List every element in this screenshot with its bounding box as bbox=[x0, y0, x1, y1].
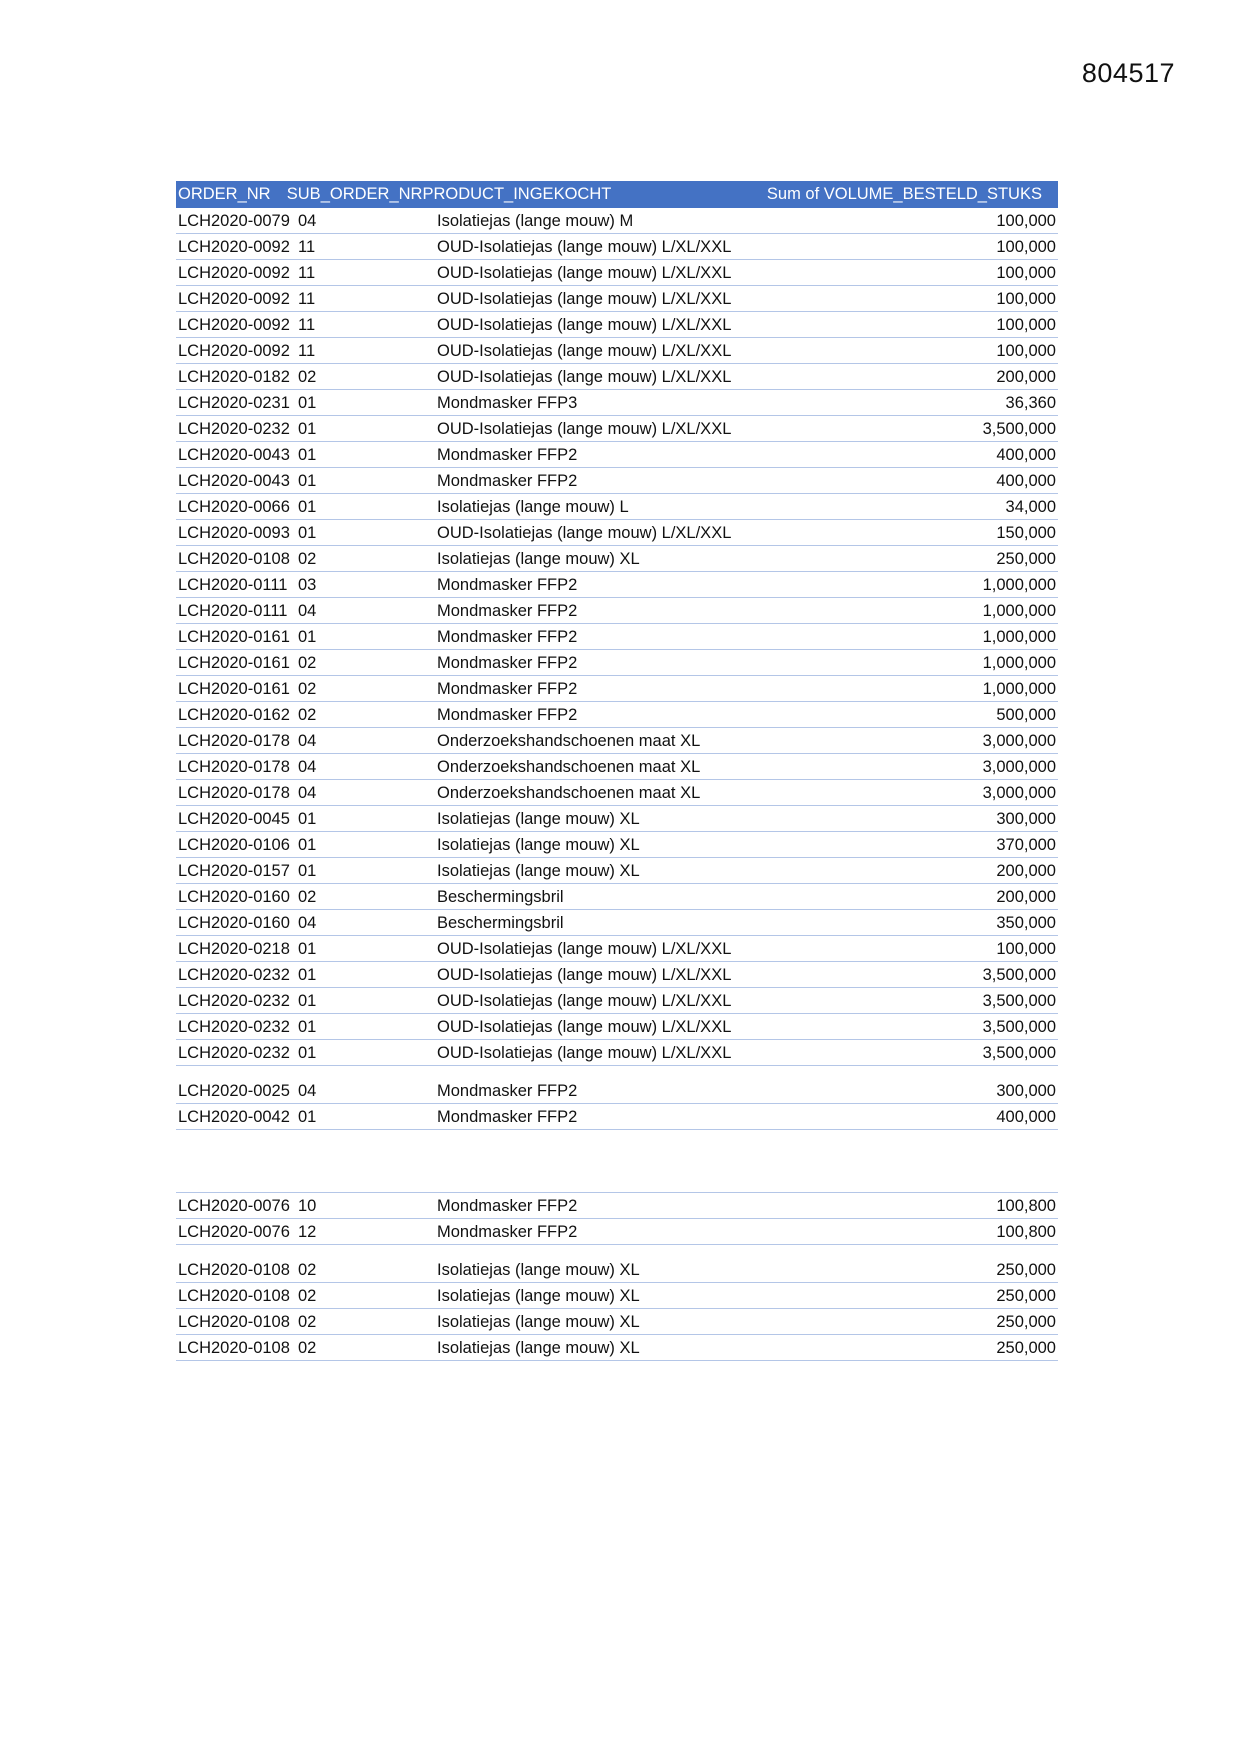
cell-order-nr: LCH2020-0079 bbox=[178, 212, 290, 230]
table-row bbox=[176, 286, 1058, 312]
cell-order-nr: LCH2020-0093 bbox=[178, 524, 290, 542]
cell-order-nr: LCH2020-0106 bbox=[178, 836, 290, 854]
cell-sub-order-nr: 01 bbox=[298, 810, 317, 828]
cell-volume: 200,000 bbox=[996, 862, 1056, 880]
table-row bbox=[176, 832, 1058, 858]
header-sub-order-nr: SUB_ORDER_NR bbox=[286, 185, 423, 203]
cell-volume: 100,000 bbox=[996, 290, 1056, 308]
cell-product: Mondmasker FFP2 bbox=[437, 1108, 578, 1126]
cell-order-nr: LCH2020-0160 bbox=[178, 914, 290, 932]
cell-order-nr: LCH2020-0157 bbox=[178, 862, 290, 880]
cell-order-nr: LCH2020-0043 bbox=[178, 446, 290, 464]
cell-sub-order-nr: 01 bbox=[298, 420, 317, 438]
table-row bbox=[176, 910, 1058, 936]
cell-product: OUD-Isolatiejas (lange mouw) L/XL/XXL bbox=[437, 524, 732, 542]
cell-product: Mondmasker FFP2 bbox=[437, 602, 578, 620]
cell-order-nr: LCH2020-0111 bbox=[178, 576, 288, 594]
table-row bbox=[176, 624, 1058, 650]
cell-order-nr: LCH2020-0108 bbox=[178, 550, 290, 568]
cell-order-nr: LCH2020-0178 bbox=[178, 758, 290, 776]
cell-sub-order-nr: 01 bbox=[298, 1044, 317, 1062]
cell-sub-order-nr: 04 bbox=[298, 784, 317, 802]
table-spacer bbox=[176, 1245, 1058, 1257]
cell-volume: 100,000 bbox=[996, 264, 1056, 282]
cell-order-nr: LCH2020-0108 bbox=[178, 1261, 290, 1279]
cell-product: Isolatiejas (lange mouw) XL bbox=[437, 1339, 640, 1357]
table-row bbox=[176, 806, 1058, 832]
cell-product: Isolatiejas (lange mouw) L bbox=[437, 498, 629, 516]
cell-sub-order-nr: 02 bbox=[298, 680, 317, 698]
cell-sub-order-nr: 04 bbox=[298, 212, 317, 230]
cell-product: Isolatiejas (lange mouw) M bbox=[437, 212, 634, 230]
cell-order-nr: LCH2020-0160 bbox=[178, 888, 290, 906]
cell-product: Mondmasker FFP2 bbox=[437, 680, 578, 698]
cell-order-nr: LCH2020-0182 bbox=[178, 368, 290, 386]
cell-order-nr: LCH2020-0108 bbox=[178, 1287, 290, 1305]
cell-product: Mondmasker FFP2 bbox=[437, 576, 578, 594]
table-row bbox=[176, 234, 1058, 260]
table-row bbox=[176, 1257, 1058, 1283]
cell-sub-order-nr: 02 bbox=[298, 550, 317, 568]
cell-order-nr: LCH2020-0178 bbox=[178, 732, 290, 750]
cell-sub-order-nr: 02 bbox=[298, 888, 317, 906]
cell-volume: 250,000 bbox=[996, 550, 1056, 568]
cell-volume: 1,000,000 bbox=[982, 576, 1056, 594]
cell-order-nr: LCH2020-0161 bbox=[178, 654, 290, 672]
cell-sub-order-nr: 01 bbox=[298, 1108, 317, 1126]
cell-order-nr: LCH2020-0066 bbox=[178, 498, 290, 516]
cell-product: Isolatiejas (lange mouw) XL bbox=[437, 810, 640, 828]
cell-volume: 350,000 bbox=[996, 914, 1056, 932]
cell-sub-order-nr: 11 bbox=[298, 264, 316, 282]
cell-product: OUD-Isolatiejas (lange mouw) L/XL/XXL bbox=[437, 1044, 732, 1062]
cell-order-nr: LCH2020-0232 bbox=[178, 966, 290, 984]
cell-order-nr: LCH2020-0178 bbox=[178, 784, 290, 802]
cell-order-nr: LCH2020-0092 bbox=[178, 238, 290, 256]
cell-sub-order-nr: 04 bbox=[298, 914, 317, 932]
cell-volume: 3,500,000 bbox=[982, 1044, 1056, 1062]
cell-volume: 300,000 bbox=[996, 810, 1056, 828]
cell-sub-order-nr: 01 bbox=[298, 836, 317, 854]
cell-sub-order-nr: 04 bbox=[298, 758, 317, 776]
cell-volume: 3,500,000 bbox=[982, 966, 1056, 984]
table-row bbox=[176, 546, 1058, 572]
cell-volume: 3,500,000 bbox=[982, 992, 1056, 1010]
table-row bbox=[176, 390, 1058, 416]
cell-volume: 3,000,000 bbox=[982, 732, 1056, 750]
cell-sub-order-nr: 04 bbox=[298, 1082, 317, 1100]
cell-volume: 1,000,000 bbox=[982, 680, 1056, 698]
table-row bbox=[176, 988, 1058, 1014]
table-header bbox=[176, 181, 1058, 208]
cell-order-nr: LCH2020-0076 bbox=[178, 1223, 290, 1241]
cell-order-nr: LCH2020-0232 bbox=[178, 420, 290, 438]
table-row bbox=[176, 416, 1058, 442]
table-body bbox=[176, 208, 1058, 1361]
table-row bbox=[176, 572, 1058, 598]
table-spacer bbox=[176, 1066, 1058, 1078]
header-order-nr: ORDER_NR bbox=[178, 185, 271, 203]
table-row bbox=[176, 1219, 1058, 1245]
cell-sub-order-nr: 02 bbox=[298, 1313, 317, 1331]
cell-sub-order-nr: 02 bbox=[298, 706, 317, 724]
cell-volume: 3,000,000 bbox=[982, 758, 1056, 776]
cell-order-nr: LCH2020-0232 bbox=[178, 1018, 290, 1036]
table-row bbox=[176, 312, 1058, 338]
cell-volume: 3,500,000 bbox=[982, 420, 1056, 438]
cell-sub-order-nr: 02 bbox=[298, 654, 317, 672]
cell-product: Mondmasker FFP2 bbox=[437, 1082, 578, 1100]
cell-volume: 100,800 bbox=[996, 1223, 1056, 1241]
table-row bbox=[176, 520, 1058, 546]
cell-sub-order-nr: 11 bbox=[298, 342, 316, 360]
cell-volume: 100,800 bbox=[996, 1197, 1056, 1215]
cell-sub-order-nr: 12 bbox=[298, 1223, 317, 1241]
cell-sub-order-nr: 02 bbox=[298, 368, 317, 386]
cell-volume: 3,500,000 bbox=[982, 1018, 1056, 1036]
cell-product: Beschermingsbril bbox=[437, 914, 564, 932]
cell-product: OUD-Isolatiejas (lange mouw) L/XL/XXL bbox=[437, 420, 732, 438]
table-row bbox=[176, 1309, 1058, 1335]
cell-volume: 370,000 bbox=[996, 836, 1056, 854]
cell-product: Mondmasker FFP2 bbox=[437, 654, 578, 672]
cell-product: Isolatiejas (lange mouw) XL bbox=[437, 1313, 640, 1331]
cell-order-nr: LCH2020-0108 bbox=[178, 1313, 290, 1331]
cell-sub-order-nr: 11 bbox=[298, 238, 316, 256]
table-row bbox=[176, 468, 1058, 494]
table-row bbox=[176, 884, 1058, 910]
cell-product: OUD-Isolatiejas (lange mouw) L/XL/XXL bbox=[437, 316, 732, 334]
cell-sub-order-nr: 02 bbox=[298, 1261, 317, 1279]
table-row bbox=[176, 1014, 1058, 1040]
table-row bbox=[176, 754, 1058, 780]
cell-sub-order-nr: 01 bbox=[298, 628, 317, 646]
table-row bbox=[176, 1040, 1058, 1066]
cell-volume: 1,000,000 bbox=[982, 602, 1056, 620]
table-row bbox=[176, 598, 1058, 624]
cell-volume: 34,000 bbox=[1005, 498, 1056, 516]
cell-sub-order-nr: 04 bbox=[298, 602, 317, 620]
cell-product: Beschermingsbril bbox=[437, 888, 564, 906]
cell-order-nr: LCH2020-0045 bbox=[178, 810, 290, 828]
cell-sub-order-nr: 10 bbox=[298, 1197, 317, 1215]
cell-volume: 1,000,000 bbox=[982, 654, 1056, 672]
cell-order-nr: LCH2020-0232 bbox=[178, 1044, 290, 1062]
cell-volume: 250,000 bbox=[996, 1339, 1056, 1357]
table-row bbox=[176, 208, 1058, 234]
cell-product: Onderzoekshandschoenen maat XL bbox=[437, 732, 701, 750]
cell-volume: 300,000 bbox=[996, 1082, 1056, 1100]
cell-sub-order-nr: 03 bbox=[298, 576, 317, 594]
table-row bbox=[176, 676, 1058, 702]
cell-sub-order-nr: 02 bbox=[298, 1287, 317, 1305]
cell-volume: 250,000 bbox=[996, 1287, 1056, 1305]
cell-product: OUD-Isolatiejas (lange mouw) L/XL/XXL bbox=[437, 992, 732, 1010]
cell-volume: 100,000 bbox=[996, 238, 1056, 256]
cell-order-nr: LCH2020-0231 bbox=[178, 394, 290, 412]
cell-sub-order-nr: 11 bbox=[298, 290, 316, 308]
table-row bbox=[176, 338, 1058, 364]
cell-order-nr: LCH2020-0108 bbox=[178, 1339, 290, 1357]
cell-order-nr: LCH2020-0232 bbox=[178, 992, 290, 1010]
cell-product: Isolatiejas (lange mouw) XL bbox=[437, 862, 640, 880]
cell-volume: 100,000 bbox=[996, 342, 1056, 360]
cell-order-nr: LCH2020-0076 bbox=[178, 1197, 290, 1215]
cell-product: Mondmasker FFP2 bbox=[437, 706, 578, 724]
cell-order-nr: LCH2020-0092 bbox=[178, 290, 290, 308]
cell-order-nr: LCH2020-0162 bbox=[178, 706, 290, 724]
cell-volume: 100,000 bbox=[996, 316, 1056, 334]
cell-order-nr: LCH2020-0111 bbox=[178, 602, 288, 620]
cell-order-nr: LCH2020-0043 bbox=[178, 472, 290, 490]
cell-volume: 36,360 bbox=[1005, 394, 1056, 412]
table-spacer bbox=[176, 1130, 1058, 1193]
cell-volume: 250,000 bbox=[996, 1313, 1056, 1331]
cell-order-nr: LCH2020-0092 bbox=[178, 342, 290, 360]
cell-product: Isolatiejas (lange mouw) XL bbox=[437, 1287, 640, 1305]
header-product: PRODUCT_INGEKOCHT bbox=[422, 185, 612, 203]
cell-order-nr: LCH2020-0092 bbox=[178, 264, 290, 282]
cell-sub-order-nr: 01 bbox=[298, 498, 317, 516]
cell-product: OUD-Isolatiejas (lange mouw) L/XL/XXL bbox=[437, 238, 732, 256]
cell-sub-order-nr: 04 bbox=[298, 732, 317, 750]
cell-sub-order-nr: 01 bbox=[298, 524, 317, 542]
table-row bbox=[176, 494, 1058, 520]
cell-order-nr: LCH2020-0042 bbox=[178, 1108, 290, 1126]
cell-product: Onderzoekshandschoenen maat XL bbox=[437, 758, 701, 776]
cell-volume: 3,000,000 bbox=[982, 784, 1056, 802]
table-row bbox=[176, 962, 1058, 988]
cell-volume: 500,000 bbox=[996, 706, 1056, 724]
cell-volume: 400,000 bbox=[996, 1108, 1056, 1126]
cell-sub-order-nr: 01 bbox=[298, 992, 317, 1010]
cell-order-nr: LCH2020-0161 bbox=[178, 628, 290, 646]
cell-product: OUD-Isolatiejas (lange mouw) L/XL/XXL bbox=[437, 264, 732, 282]
cell-product: OUD-Isolatiejas (lange mouw) L/XL/XXL bbox=[437, 940, 732, 958]
cell-sub-order-nr: 01 bbox=[298, 394, 317, 412]
cell-product: OUD-Isolatiejas (lange mouw) L/XL/XXL bbox=[437, 290, 732, 308]
table-row bbox=[176, 1104, 1058, 1130]
table-row bbox=[176, 936, 1058, 962]
cell-product: Mondmasker FFP2 bbox=[437, 446, 578, 464]
cell-volume: 100,000 bbox=[996, 212, 1056, 230]
cell-volume: 1,000,000 bbox=[982, 628, 1056, 646]
table-row bbox=[176, 650, 1058, 676]
cell-product: Mondmasker FFP2 bbox=[437, 628, 578, 646]
cell-order-nr: LCH2020-0218 bbox=[178, 940, 290, 958]
cell-sub-order-nr: 01 bbox=[298, 940, 317, 958]
cell-volume: 200,000 bbox=[996, 888, 1056, 906]
cell-product: Isolatiejas (lange mouw) XL bbox=[437, 1261, 640, 1279]
cell-product: OUD-Isolatiejas (lange mouw) L/XL/XXL bbox=[437, 1018, 732, 1036]
cell-order-nr: LCH2020-0092 bbox=[178, 316, 290, 334]
cell-sub-order-nr: 01 bbox=[298, 472, 317, 490]
header-volume: Sum of VOLUME_BESTELD_STUKS bbox=[766, 185, 1042, 203]
cell-product: Mondmasker FFP2 bbox=[437, 1197, 578, 1215]
cell-volume: 400,000 bbox=[996, 472, 1056, 490]
table-row bbox=[176, 364, 1058, 390]
table-row bbox=[176, 780, 1058, 806]
table-row bbox=[176, 728, 1058, 754]
cell-product: Mondmasker FFP3 bbox=[437, 394, 578, 412]
cell-product: Onderzoekshandschoenen maat XL bbox=[437, 784, 701, 802]
cell-order-nr: LCH2020-0161 bbox=[178, 680, 290, 698]
cell-volume: 400,000 bbox=[996, 446, 1056, 464]
table-row bbox=[176, 1283, 1058, 1309]
cell-sub-order-nr: 11 bbox=[298, 316, 316, 334]
cell-sub-order-nr: 01 bbox=[298, 446, 317, 464]
table-row bbox=[176, 260, 1058, 286]
cell-product: OUD-Isolatiejas (lange mouw) L/XL/XXL bbox=[437, 966, 732, 984]
cell-order-nr: LCH2020-0025 bbox=[178, 1082, 290, 1100]
cell-volume: 150,000 bbox=[996, 524, 1056, 542]
cell-sub-order-nr: 01 bbox=[298, 1018, 317, 1036]
table-row bbox=[176, 858, 1058, 884]
cell-sub-order-nr: 01 bbox=[298, 862, 317, 880]
cell-product: Isolatiejas (lange mouw) XL bbox=[437, 836, 640, 854]
order-table bbox=[176, 181, 1058, 1361]
cell-volume: 250,000 bbox=[996, 1261, 1056, 1279]
cell-volume: 200,000 bbox=[996, 368, 1056, 386]
cell-product: OUD-Isolatiejas (lange mouw) L/XL/XXL bbox=[437, 342, 732, 360]
cell-sub-order-nr: 02 bbox=[298, 1339, 317, 1357]
cell-product: OUD-Isolatiejas (lange mouw) L/XL/XXL bbox=[437, 368, 732, 386]
table-row bbox=[176, 702, 1058, 728]
table-row bbox=[176, 1193, 1058, 1219]
table-row bbox=[176, 1335, 1058, 1361]
table-row bbox=[176, 442, 1058, 468]
cell-product: Mondmasker FFP2 bbox=[437, 1223, 578, 1241]
table-row bbox=[176, 1078, 1058, 1104]
document-number: 804517 bbox=[1081, 58, 1175, 88]
cell-product: Mondmasker FFP2 bbox=[437, 472, 578, 490]
cell-volume: 100,000 bbox=[996, 940, 1056, 958]
cell-product: Isolatiejas (lange mouw) XL bbox=[437, 550, 640, 568]
cell-sub-order-nr: 01 bbox=[298, 966, 317, 984]
